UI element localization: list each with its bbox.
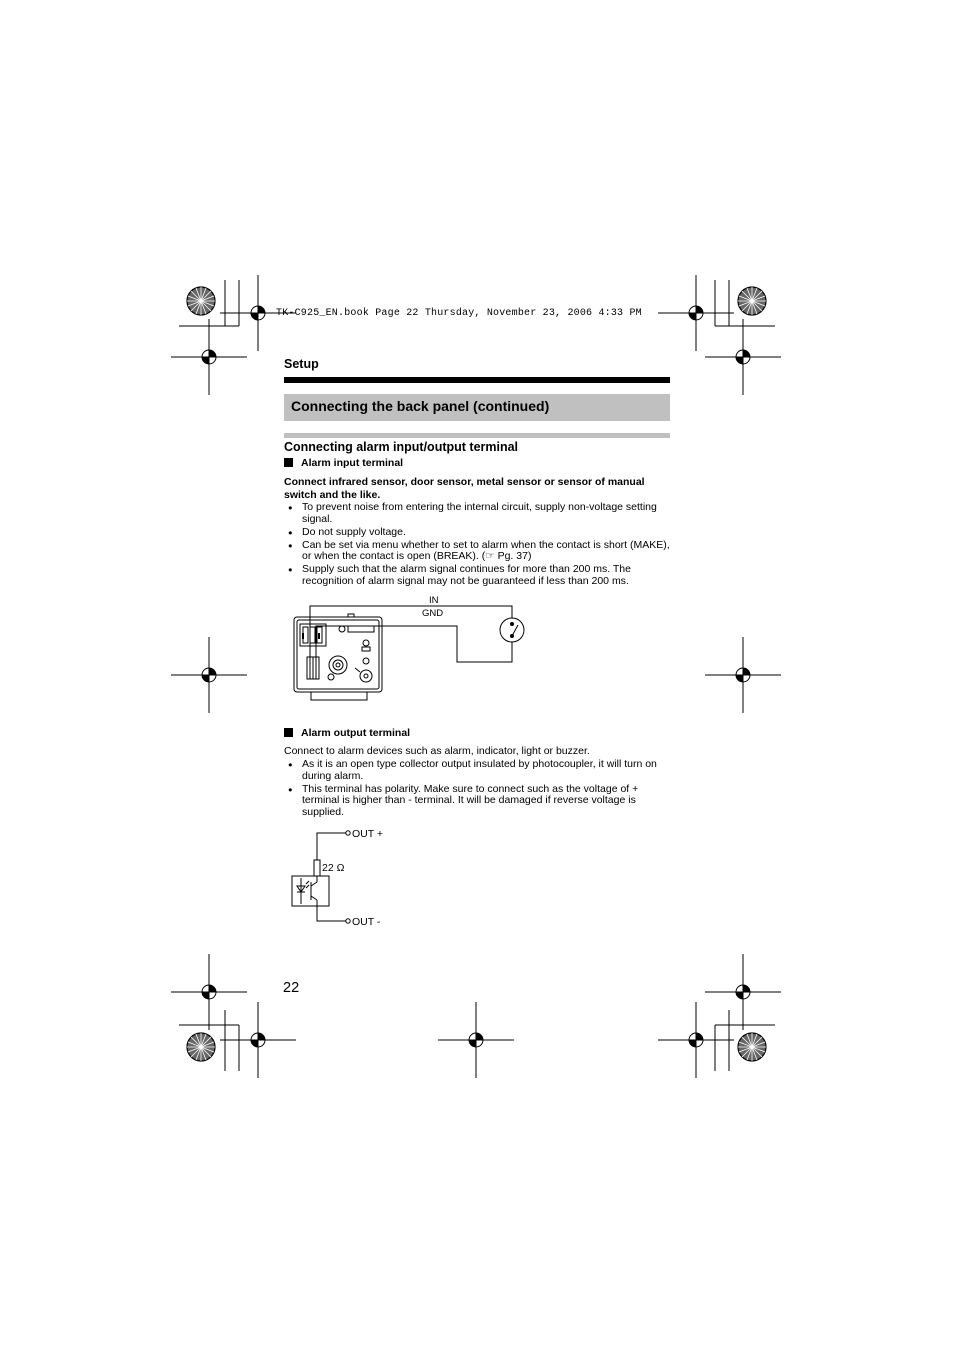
section-title: Connecting alarm input/output terminal <box>284 440 519 454</box>
label-gnd: GND <box>422 608 444 619</box>
page-number: 22 <box>283 980 300 996</box>
list-item: ● As it is an open type collector output insulated by photocoupler, it will turn on during alarm. <box>284 759 676 782</box>
label-resistor: 22 Ω <box>322 862 345 874</box>
alarm-output-lead: Connect to alarm devices such as alarm, indicator, light or buzzer. <box>284 745 590 757</box>
list-item: ● Can be set via menu whether to set to alarm when the contact is short (MAKE), or when the contact is open (BREAK). (☞ Pg. 37) <box>284 540 676 563</box>
list-item: ● Do not supply voltage. <box>284 527 676 539</box>
alarm-input-heading: Alarm input terminal <box>284 457 403 469</box>
label-in: IN <box>429 595 439 606</box>
band-title: Connecting the back panel (continued) <box>291 398 550 414</box>
list-item: ● To prevent noise from entering the internal circuit, supply non-voltage setting signal. <box>284 502 676 525</box>
print-header: TK-C925_EN.book Page 22 Thursday, November 23, 2006 4:33 PM <box>276 308 642 319</box>
label-out-plus: OUT + <box>352 828 384 840</box>
section-label: Setup <box>284 357 319 371</box>
alarm-input-lead: Connect infrared sensor, door sensor, metal sensor or sensor of manual switch and the like. <box>284 476 645 501</box>
label-out-minus: OUT - <box>352 916 381 928</box>
list-item: ● This terminal has polarity. Make sure to connect such as the voltage of + terminal is higher than - terminal. It will be damaged if reverse voltage is supplied. <box>284 784 676 819</box>
list-item: ● Supply such that the alarm signal continues for more than 200 ms. The recognition of alarm signal may not be guaranteed if less than 200 ms. <box>284 564 676 587</box>
alarm-output-heading: Alarm output terminal <box>284 727 410 739</box>
